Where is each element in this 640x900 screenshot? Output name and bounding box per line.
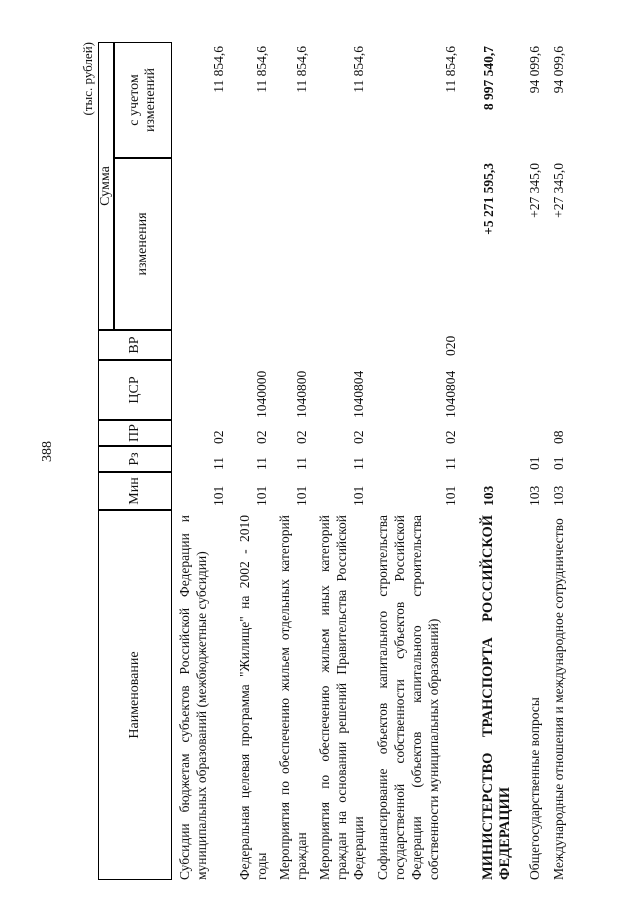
row-name: Общегосударственные вопросы (527, 697, 542, 880)
row-vr: 020 (443, 335, 458, 356)
row-total: 11 854,6 (254, 46, 269, 93)
row-rz: 01 (527, 456, 542, 470)
row-rz: 11 (254, 457, 269, 470)
row-rz: 01 (551, 456, 566, 470)
row-csr: 1040804 (351, 370, 366, 418)
row-min: 101 (211, 485, 226, 506)
row-total: 11 854,6 (294, 46, 309, 93)
row-pr: 02 (443, 430, 458, 444)
row-pr: 02 (294, 430, 309, 444)
row-name: Мероприятия по обеспечению жильем отдельных категорий граждан (277, 515, 309, 880)
header-vr: ВР (98, 330, 172, 360)
row-name: МИНИСТЕРСТВО ТРАНСПОРТА РОССИЙСКОЙ ФЕДЕРАЦИИ (480, 515, 513, 880)
row-name: Международные отношения и международное сотрудничество (551, 518, 566, 880)
header-with-changes: с учетом изменений (114, 42, 172, 158)
header-name: Наименование (98, 510, 172, 880)
header-pr: ПР (98, 420, 172, 446)
row-min: 103 (551, 485, 566, 506)
header-min: Мин (98, 472, 172, 510)
row-min: 101 (351, 485, 366, 506)
row-rz: 11 (211, 457, 226, 470)
row-min: 101 (254, 485, 269, 506)
row-pr: 02 (254, 430, 269, 444)
header-rz: Рз (98, 446, 172, 472)
row-min: 103 (481, 485, 496, 506)
row-name: Софинансирование объектов капитального строительства государственной собственности субъектов Российской Федерации (объектов капитального строительства собственности муниципальных образований) (375, 515, 441, 880)
row-rz: 11 (294, 457, 309, 470)
row-total: 94 099,6 (527, 46, 542, 94)
row-min: 103 (527, 485, 542, 506)
header-csr: ЦСР (98, 360, 172, 420)
row-pr: 08 (551, 430, 566, 444)
page-number: 388 (40, 441, 55, 462)
unit-note: (тыс. рублей) (80, 42, 95, 116)
row-rz: 11 (351, 457, 366, 470)
row-total: 11 854,6 (351, 46, 366, 93)
row-total: 8 997 540,7 (481, 46, 496, 111)
row-name: Мероприятия по обеспечению жильем иных категорий граждан на основании решений Правительства Российской Федерации (317, 515, 366, 880)
row-total: 11 854,6 (211, 46, 226, 93)
row-pr: 02 (351, 430, 366, 444)
row-change: +27 345,0 (551, 163, 566, 218)
row-total: 11 854,6 (443, 46, 458, 93)
row-csr: 1040000 (254, 370, 269, 418)
budget-table-sheet (80, 40, 620, 880)
header-summa: Сумма (98, 42, 114, 330)
row-change: +27 345,0 (527, 163, 542, 218)
row-min: 101 (443, 485, 458, 506)
row-name: Федеральная целевая программа "Жилище" на 2002 - 2010 годы (237, 515, 269, 880)
row-rz: 11 (443, 457, 458, 470)
row-min: 101 (294, 485, 309, 506)
row-change: +5 271 595,3 (481, 163, 496, 235)
row-name: Субсидии бюджетам субъектов Российской Федерации и муниципальных образований (межбюджетные субсидии) (177, 515, 209, 880)
row-csr: 1040800 (294, 370, 309, 418)
row-pr: 02 (211, 430, 226, 444)
header-changes: изменения (114, 158, 172, 330)
row-csr: 1040804 (443, 370, 458, 418)
row-total: 94 099,6 (551, 46, 566, 94)
